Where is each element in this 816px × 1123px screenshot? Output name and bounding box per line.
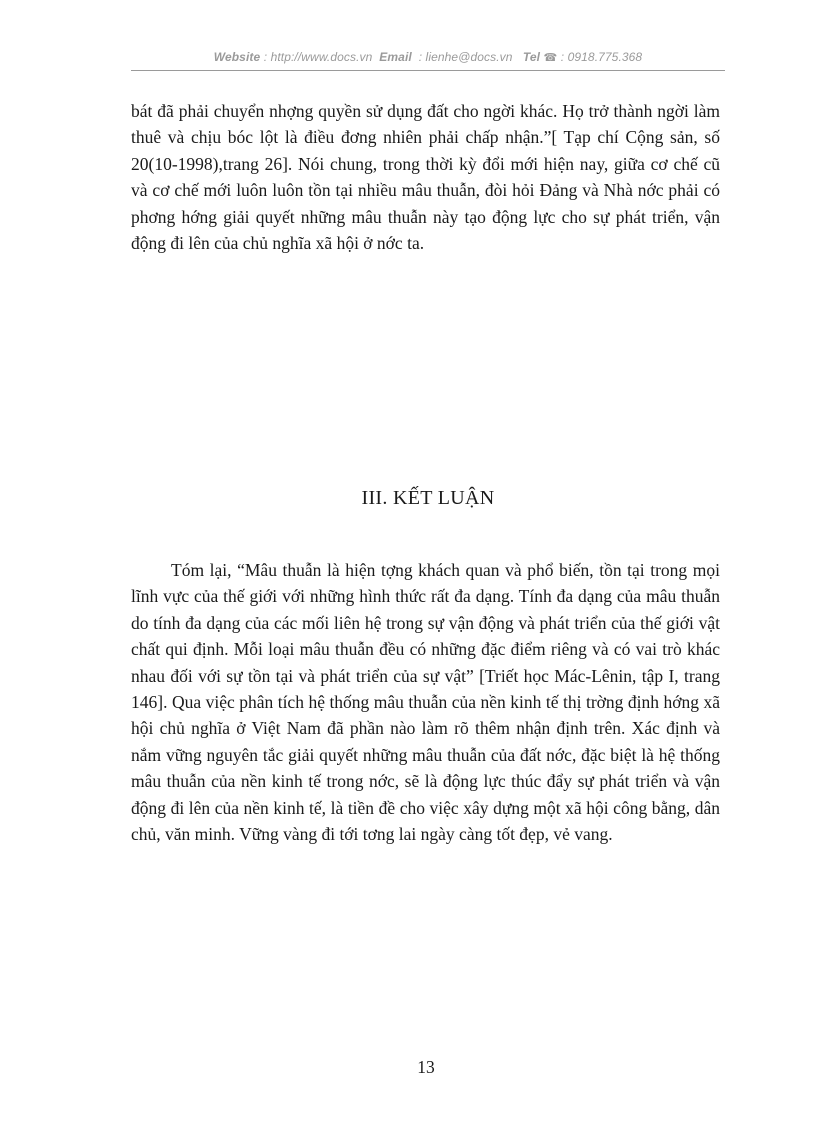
section-heading: III. KẾT LUẬN: [361, 487, 495, 509]
body-paragraph-2: Tóm lại, “Mâu thuẫn là hiện tợng khách quan và phổ biến, tồn tại trong mọi lĩnh vực của thế giới với những hình thức rất đa dạng. Tính đa dạng của mâu thuẫn do tính đa dạng của các mối liên hệ trong sự vận động và phát triển của thế giới vật chất qui định. Mỗi loại mâu thuẫn đều có những đặc điểm riêng và có vai trò khác nhau đối với sự tồn tại và phát triển của sự vật” [Triết học Mác-Lênin, tập I, trang 146]. Qua việc phân tích hệ thống mâu thuẫn của nền kinh tế thị trờng định hớng xã hội chủ nghĩa ở Việt Nam đã phần nào làm rõ thêm nhận định trên. Xác định và nắm vững nguyên tắc giải quyết những mâu thuẫn của đất nớc, đặc biệt là hệ thống mâu thuẫn của nền kinh tế trong nớc, sẽ là động lực thúc đẩy sự phát triển và vận động đi lên của nền kinh tế, là tiền đề cho việc xây dựng một xã hội công bằng, dân chủ, văn minh. Vững vàng đi tới tơng lai ngày càng tốt đẹp, vẻ vang.: [131, 560, 720, 845]
header-divider: [131, 70, 725, 71]
body-paragraph-1: bát đã phải chuyển nhợng quyền sử dụng đất cho ngời khác. Họ trở thành ngời làm thuê và chịu bóc lột là điều đơng nhiên phải chấp nhận.”[ Tạp chí Cộng sản, số 20(10-1998),trang 26]. Nói chung, trong thời kỳ đổi mới hiện nay, giữa cơ chế cũ và cơ chế mới luôn luôn tồn tại nhiều mâu thuẫn, đòi hỏi Đảng và Nhà nớc phải có phơng hớng giải quyết những mâu thuẫn này tạo động lực cho sự phát triển, vận động đi lên của chủ nghĩa xã hội ở nớc ta.: [131, 101, 720, 254]
website-url[interactable]: : http://www.docs.vn: [263, 50, 373, 64]
website-label: Website: [213, 50, 261, 64]
tel-number: : 0918.775.368: [560, 50, 643, 64]
page-header: [131, 50, 725, 64]
email-label: Email: [379, 50, 412, 64]
email-address[interactable]: : lienhe@docs.vn: [418, 50, 513, 64]
page-number: 13: [417, 1057, 435, 1077]
phone-icon: ☎: [543, 52, 558, 64]
tel-label: Tel: [522, 50, 541, 64]
